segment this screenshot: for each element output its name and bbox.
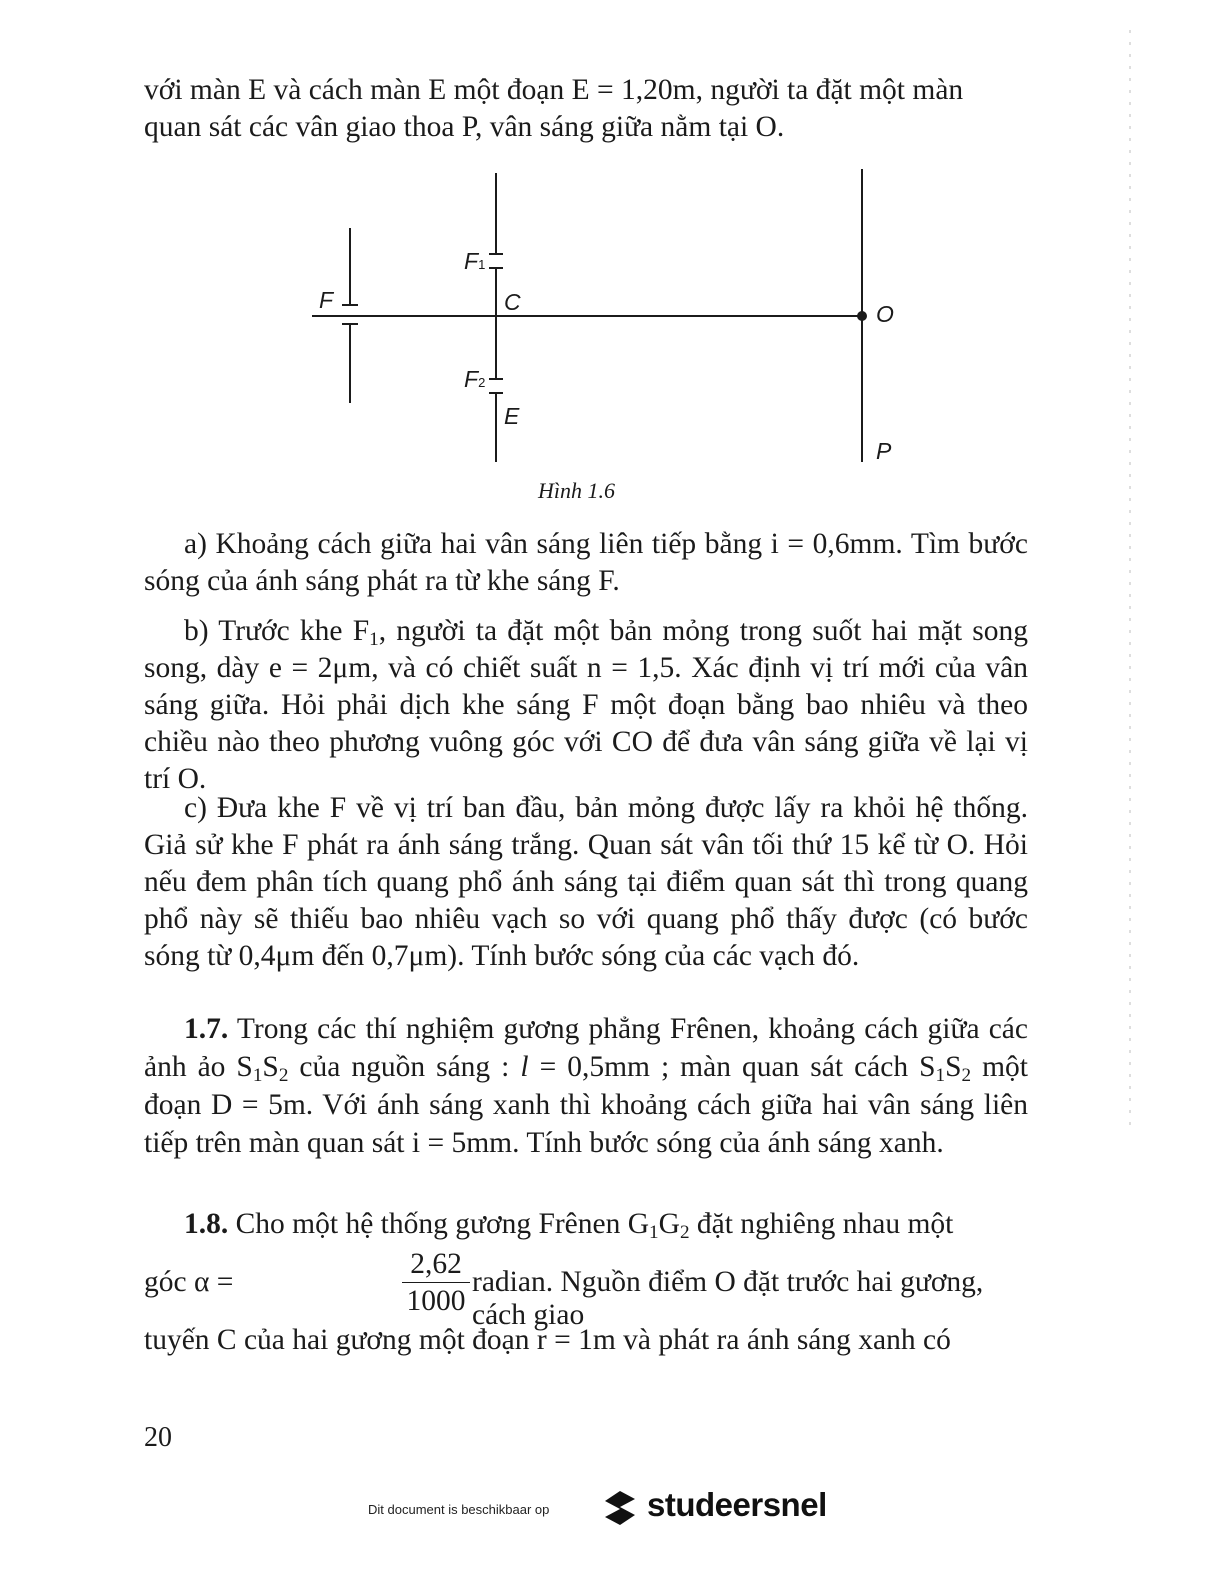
figure-1-6 — [300, 165, 940, 475]
problem-1-7-sub-2: 2 — [278, 1064, 289, 1086]
problem-1-7-text-4: một đoạn D = 5m. Với ánh sáng xanh thì khoảng cách giữa hai vân sáng liên tiếp trên màn quan sát i = 5mm. Tính bước sóng của ánh sáng xanh. — [144, 1051, 1028, 1159]
point-o-dot — [857, 311, 867, 321]
studeersnel-brand-name: studeersnel — [647, 1486, 827, 1523]
problem-1-8-text-1: Cho một hệ thống gương Frênen G — [228, 1208, 650, 1240]
label-e: E — [504, 403, 520, 429]
intro-line-2: quan sát các vân giao thoa P, vân sáng giữa nằm tại O. — [144, 111, 785, 143]
label-f: F — [319, 287, 334, 313]
problem-1-8-last-line: tuyến C của hai gương một đoạn r = 1m và phát ra ánh sáng xanh có — [144, 1324, 951, 1356]
page-number: 20 — [144, 1422, 172, 1453]
angle-fraction — [402, 1248, 470, 1317]
problem-1-7-number: 1.7. — [184, 1013, 229, 1045]
footer-banner[interactable] — [360, 1482, 860, 1532]
label-f2: F2 — [464, 366, 486, 392]
footer-availability-text: Dit document is beschikbaar op — [368, 1502, 550, 1517]
problem-1-8-sub-1: 1 — [649, 1221, 659, 1243]
problem-1-7-sub-1: 1 — [252, 1064, 263, 1086]
problem-1-8-sub-2: 2 — [679, 1221, 690, 1243]
angle-prefix: góc α = — [144, 1266, 234, 1298]
problem-1-7-text-2: của nguồn sáng : — [288, 1051, 521, 1083]
part-b-paragraph — [144, 613, 1028, 798]
scan-edge-mark — [1129, 30, 1131, 1130]
studeersnel-logo-icon — [600, 1488, 640, 1528]
problem-1-8-g: G — [658, 1208, 680, 1240]
label-o: O — [876, 301, 894, 327]
part-b-prefix: b) Trước khe F — [184, 615, 370, 647]
problem-1-7-sub-3: 1 — [935, 1064, 946, 1086]
angle-suffix: radian. Nguồn điểm O đặt trước hai gương, cách giao — [472, 1266, 984, 1331]
figure-caption: Hình 1.6 — [538, 478, 615, 503]
problem-1-7-paragraph — [144, 1010, 1028, 1162]
intro-paragraph — [144, 72, 1028, 146]
problem-1-7-s-2: S — [945, 1051, 962, 1083]
fraction-denominator: 1000 — [406, 1285, 466, 1317]
problem-1-7-text-3: = 0,5mm ; màn quan sát cách S — [528, 1051, 936, 1083]
label-p: P — [876, 438, 892, 464]
problem-1-8-angle-line — [144, 1248, 1028, 1331]
problem-1-8-line-1 — [144, 1206, 1028, 1243]
label-c: C — [504, 289, 521, 315]
problem-1-7-l-symbol: l — [520, 1051, 529, 1083]
figure-diagram — [300, 165, 940, 475]
label-f1: F1 — [464, 248, 486, 274]
problem-1-7-s-1: S — [262, 1051, 279, 1083]
part-b-rest: , người ta đặt một bản mỏng trong suốt hai mặt song song, dày e = 2μm, và có chiết suất n = 1,5. Xác định vị trí mới của vân sáng giữa. Hỏi phải dịch khe sáng F một đoạn bằng bao nhiêu và theo chiều nào theo phương vuông góc với CO để đưa vân sáng giữa về lại vị trí O. — [144, 615, 1028, 795]
fraction-bar — [402, 1282, 470, 1283]
part-a-paragraph: a) Khoảng cách giữa hai vân sáng liên tiếp bằng i = 0,6mm. Tìm bước sóng của ánh sáng phát ra từ khe sáng F. — [144, 528, 1028, 597]
part-b-subscript: 1 — [369, 628, 379, 650]
problem-1-7-sub-4: 2 — [961, 1064, 972, 1086]
problem-1-8-text-2: đặt nghiêng nhau một — [689, 1208, 954, 1240]
problem-1-7-text-1: Trong các thí nghiệm gương phẳng Frênen, khoảng cách giữa các ảnh ảo S — [144, 1013, 1028, 1083]
problem-1-8-number: 1.8. — [184, 1208, 229, 1240]
fraction-numerator: 2,62 — [410, 1248, 462, 1280]
part-c-paragraph: c) Đưa khe F về vị trí ban đầu, bản mỏng được lấy ra khỏi hệ thống. Giả sử khe F phát ra ánh sáng trắng. Quan sát vân tối thứ 15 kể từ O. Hỏi nếu đem phân tích quang phổ ánh sáng tại điểm quan sát thì trong quang phổ này sẽ thiếu bao nhiêu vạch so với quang phổ thấy được (có bước sóng từ 0,4μm đến 0,7μm). Tính bước sóng của các vạch đó. — [144, 792, 1028, 972]
intro-line-1: với màn E và cách màn E một đoạn E = 1,20m, người ta đặt một màn — [144, 74, 964, 106]
